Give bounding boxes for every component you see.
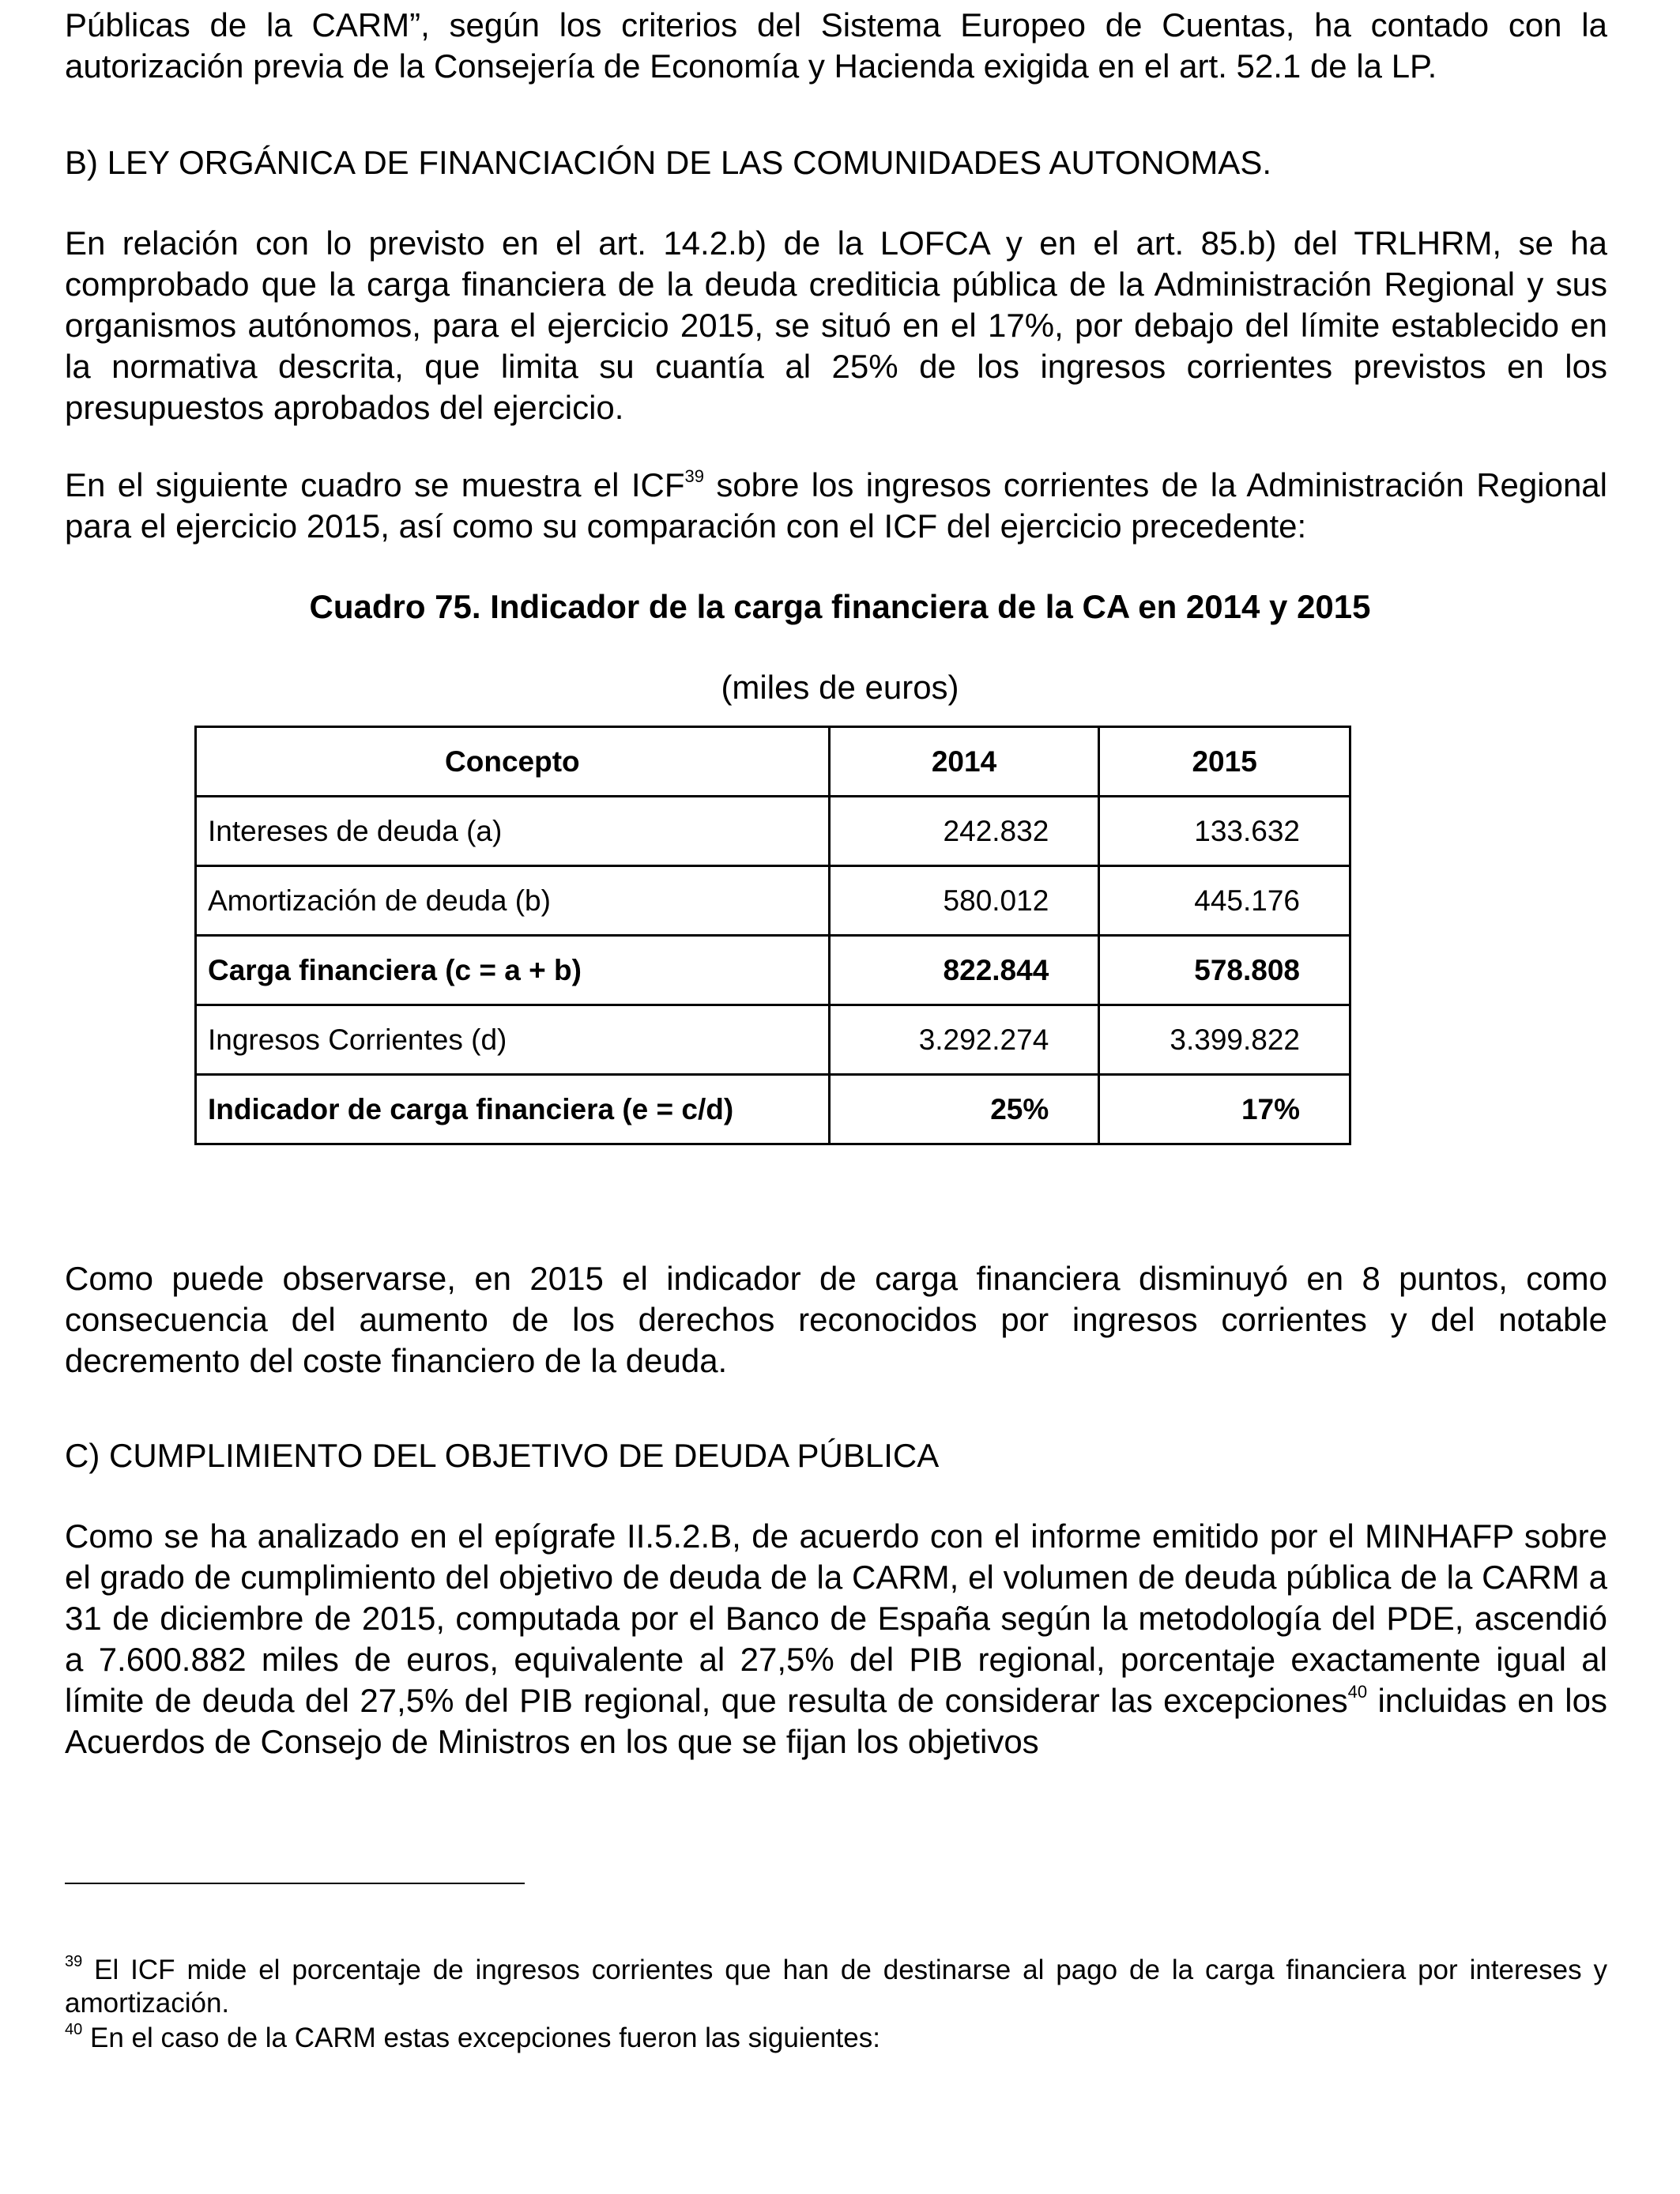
header-concepto: Concepto	[196, 727, 830, 797]
footnote-ref-39[interactable]: 39	[684, 466, 704, 486]
header-2014: 2014	[829, 727, 1099, 797]
row-value-2014: 242.832	[829, 797, 1099, 866]
paragraph-conclusion: Como puede observarse, en 2015 el indicador de carga financiera disminuyó en 8 puntos, como consecuencia del aumento de los derechos reconocidos por ingresos corrientes y del notable decremento del coste financiero de la deuda.	[65, 1260, 1607, 1379]
paragraph-intro: Públicas de la CARM”, según los criterios del Sistema Europeo de Cuentas, ha contado con la autorización previa de la Consejería de Economía y Hacienda exigida en el art. 52.1 de la LP.	[65, 6, 1607, 85]
row-value-2015: 17%	[1099, 1075, 1350, 1144]
row-value-2014: 822.844	[829, 936, 1099, 1005]
footnote-40	[65, 2022, 1607, 2055]
row-value-2015: 133.632	[1099, 797, 1350, 866]
table-subtitle: (miles de euros)	[721, 669, 959, 706]
paragraph-debt-objective-text-2: incluidas en los Acuerdos de Consejo de Ministros en los que se fijan los objetivos	[65, 1682, 1607, 1760]
table-row	[196, 797, 1350, 866]
table-title: Cuadro 75. Indicador de la carga financiera de la CA en 2014 y 2015	[309, 588, 1371, 625]
row-value-2014: 3.292.274	[829, 1005, 1099, 1075]
table-header-row	[196, 727, 1350, 797]
table-row	[196, 866, 1350, 936]
row-concept: Ingresos Corrientes (d)	[196, 1005, 830, 1075]
row-value-2015: 3.399.822	[1099, 1005, 1350, 1075]
footnote-divider	[65, 1883, 525, 1884]
footnote-40-text: En el caso de la CARM estas excepciones fueron las siguientes:	[82, 2022, 880, 2053]
paragraph-icf-intro-text-2: sobre los ingresos corrientes de la Administración Regional para el ejercicio 2015, así como su comparación con el ICF del ejercicio precedente:	[65, 466, 1607, 545]
paragraph-icf-intro-text-1: En el siguiente cuadro se muestra el ICF	[65, 466, 685, 503]
table-row	[196, 936, 1350, 1005]
row-concept: Carga financiera (c = a + b)	[196, 936, 830, 1005]
section-heading-b: B) LEY ORGÁNICA DE FINANCIACIÓN DE LAS COMUNIDADES AUTONOMAS.	[65, 144, 1272, 181]
financial-burden-table	[194, 726, 1351, 1145]
paragraph-lofca: En relación con lo previsto en el art. 14.2.b) de la LOFCA y en el art. 85.b) del TRLHRM, se ha comprobado que la carga financiera de la deuda crediticia pública de la Administración Regional y sus organismos autónomos, para el ejercicio 2015, se situó en el 17%, por debajo del límite establecido en la normativa descrita, que limita su cuantía al 25% de los ingresos corrientes previstos en los presupuestos aprobados del ejercicio.	[65, 224, 1607, 426]
footnote-39-number: 39	[65, 1953, 83, 1970]
row-concept: Intereses de deuda (a)	[196, 797, 830, 866]
paragraph-icf-intro	[65, 465, 1607, 547]
row-value-2014: 25%	[829, 1075, 1099, 1144]
row-value-2015: 578.808	[1099, 936, 1350, 1005]
paragraph-debt-objective	[65, 1516, 1607, 1762]
footnote-ref-40[interactable]: 40	[1347, 1682, 1368, 1702]
table-row	[196, 1075, 1350, 1144]
footnote-40-number: 40	[65, 2021, 83, 2038]
row-concept: Indicador de carga financiera (e = c/d)	[196, 1075, 830, 1144]
header-2015: 2015	[1099, 727, 1350, 797]
footnote-39	[65, 1954, 1607, 2020]
footnote-39-text: El ICF mide el porcentaje de ingresos corrientes que han de destinarse al pago de la carga financiera por intereses y amortización.	[65, 1955, 1607, 2019]
paragraph-debt-objective-text-1: Como se ha analizado en el epígrafe II.5.2.B, de acuerdo con el informe emitido por el MINHAFP sobre el grado de cumplimiento del objetivo de deuda de la CARM, el volumen de deuda pública de la CARM a 31 de diciembre de 2015, computada por el Banco de España según la metodología del PDE, ascendió a 7.600.882 miles de euros, equivalente al 27,5% del PIB regional, porcentaje exactamente igual al límite de deuda del 27,5% del PIB regional, que resulta de considerar las excepciones	[65, 1517, 1607, 1719]
table-row	[196, 1005, 1350, 1075]
row-value-2015: 445.176	[1099, 866, 1350, 936]
row-concept: Amortización de deuda (b)	[196, 866, 830, 936]
section-heading-c: C) CUMPLIMIENTO DEL OBJETIVO DE DEUDA PÚBLICA	[65, 1437, 940, 1474]
row-value-2014: 580.012	[829, 866, 1099, 936]
